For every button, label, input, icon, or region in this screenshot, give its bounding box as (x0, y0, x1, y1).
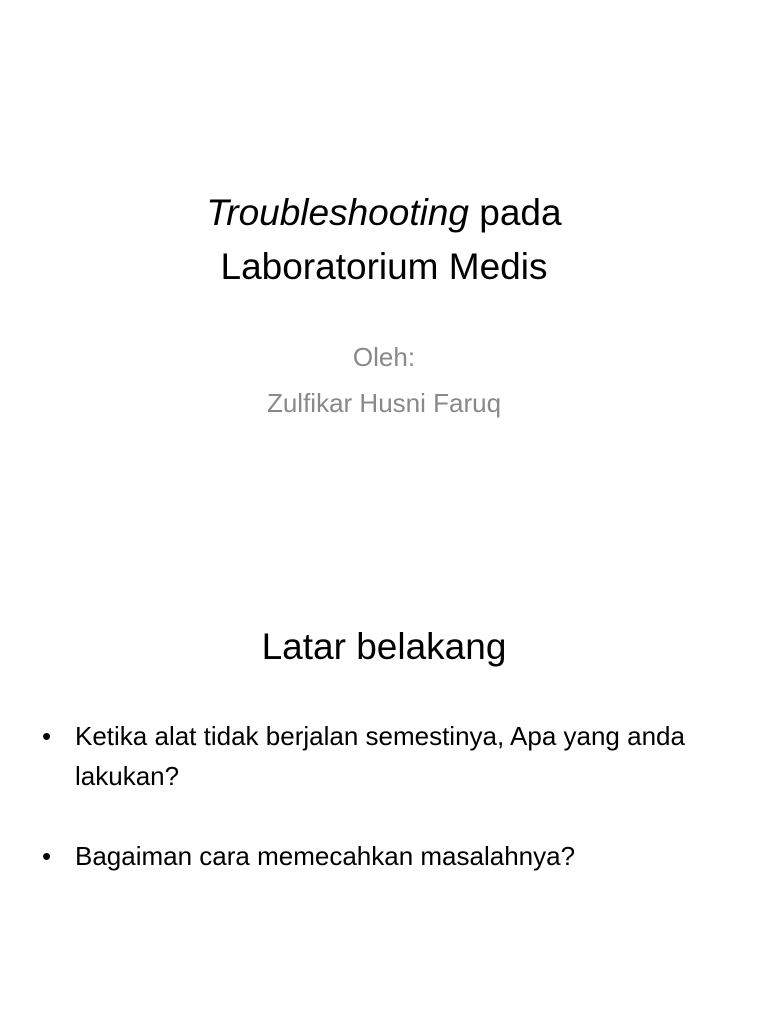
title-italic-word: Troubleshooting (206, 192, 469, 233)
section-title: Latar belakang (261, 626, 507, 667)
subtitle-author-label: Oleh: (352, 342, 416, 372)
title-rest: pada (469, 192, 562, 233)
bullet-list (40, 716, 700, 916)
slide-title (0, 186, 768, 294)
content-slide (0, 512, 768, 1024)
bullet-dot-icon: • (42, 841, 52, 871)
bullet-item (40, 836, 700, 876)
bullet-dot-icon: • (42, 721, 52, 751)
bullet-item (40, 716, 700, 796)
slide-subtitle (0, 334, 768, 426)
bullet-text: Ketika alat tidak berjalan semestinya, Apa yang anda lakukan? (75, 721, 685, 791)
bullet-text: Bagaiman cara memecahkan masalahnya? (75, 841, 576, 871)
title-line-2: Laboratorium Medis (220, 246, 548, 287)
subtitle-author-name: Zulfikar Husni Faruq (266, 388, 502, 418)
